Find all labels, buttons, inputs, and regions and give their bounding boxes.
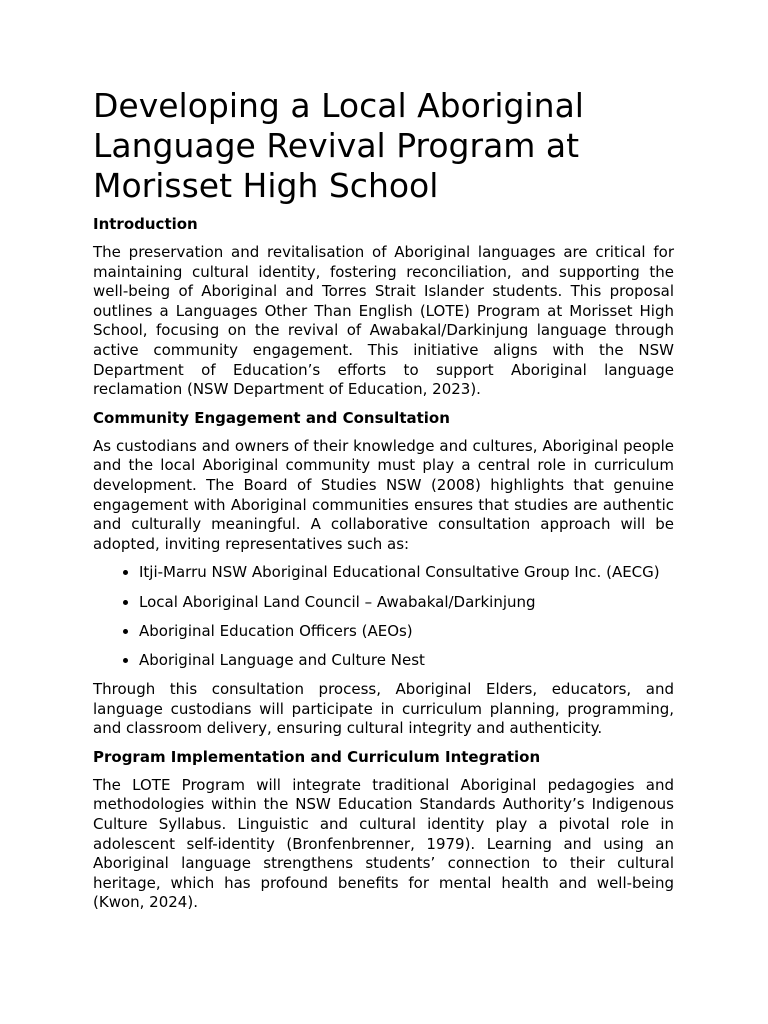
section-heading-introduction: Introduction <box>93 215 198 233</box>
community-engagement-paragraph: As custodians and owners of their knowledge and cultures, Aboriginal people and the local Aboriginal community must play a central role in curriculum development. The Board of Studies NSW (2008) highlights that genuine engagement with Aboriginal communities ensures that studies are authentic and culturally meaningful. A collaborative consultation approach will be adopted, inviting representatives such as: <box>93 436 674 553</box>
list-item: • Aboriginal Language and Culture Nest <box>139 651 674 671</box>
list-item: • Local Aboriginal Land Council – Awabakal/Darkinjung <box>139 593 674 613</box>
list-item: • Aboriginal Education Officers (AEOs) <box>139 622 674 642</box>
introduction-paragraph: The preservation and revitalisation of Aboriginal languages are critical for maintaining cultural identity, fostering reconciliation, and supporting the well-being of Aboriginal and Torres Strait Islander students. This proposal outlines a Languages Other Than English (LOTE) Program at Morisset High School, focusing on the revival of Awabakal/Darkinjung language through active community engagement. This initiative aligns with the NSW Department of Education’s efforts to support Aboriginal language reclamation (NSW Department of Education, 2023). <box>93 243 674 399</box>
list-item: • Itji-Marru NSW Aboriginal Educational Consultative Group Inc. (AECG) <box>139 563 674 583</box>
section-heading-community-engagement: Community Engagement and Consultation <box>93 408 450 427</box>
document-title: Developing a Local Aboriginal Language Revival Program at Morisset High School <box>93 86 584 205</box>
consultation-process-paragraph: Through this consultation process, Aboriginal Elders, educators, and language custodians will participate in curriculum planning, programming, and classroom delivery, ensuring cultural integrity and authenticity. <box>93 680 674 738</box>
program-implementation-paragraph: The LOTE Program will integrate traditional Aboriginal pedagogies and methodologies within the NSW Education Standards Authority’s Indigenous Culture Syllabus. Linguistic and cultural identity play a pivotal role in adolescent self-identity (Bronfenbrenner, 1979). Learning and using an Aboriginal language strengthens students’ connection to their cultural heritage, which has profound benefits for mental health and well-being (Kwon, 2024). <box>93 775 674 912</box>
section-heading-program-implementation: Program Implementation and Curriculum Integration <box>93 747 541 766</box>
representatives-list <box>93 563 674 671</box>
